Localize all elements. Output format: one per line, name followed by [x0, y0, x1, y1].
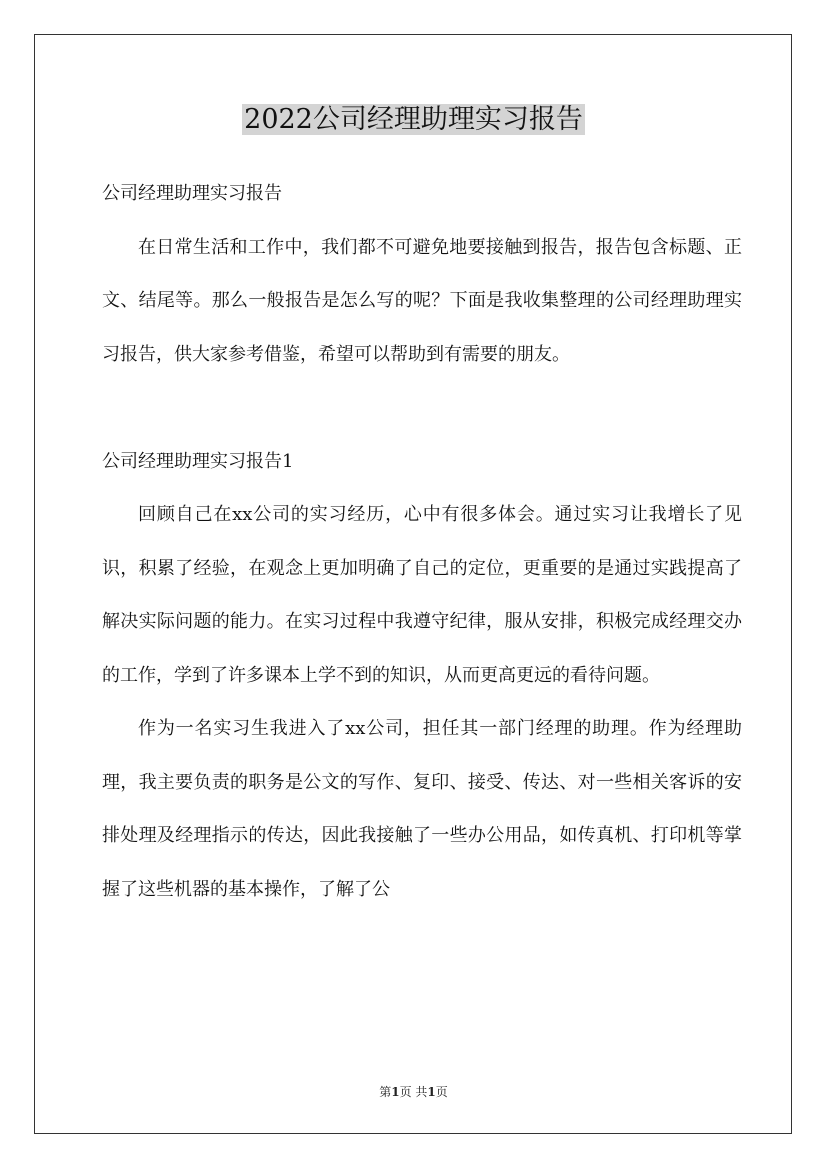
paragraph-spacer: [102, 381, 742, 435]
page-label-suffix: 页: [435, 1085, 448, 1099]
section1-paragraph-2: 作为一名实习生我进入了xx公司，担任其一部门经理的助理。作为经理助理，我主要负责的职务是公文的写作、复印、接受、传达、对一些相关客诉的安排处理及经理指示的传达，因此我接触了一些办公用品，如传真机、打印机等掌握了这些机器的基本操作，了解了公: [102, 718, 742, 900]
page-current-number: 1: [391, 1085, 400, 1099]
intro-paragraph: 在日常生活和工作中，我们都不可避免地要接触到报告，报告包含标题、正文、结尾等。那么一般报告是怎么写的呢？下面是我收集整理的公司经理助理实习报告，供大家参考借鉴，希望可以帮助到有需要的朋友。: [102, 236, 742, 365]
document-title: [0, 100, 827, 140]
document-body: [102, 167, 742, 916]
page-footer: [0, 1084, 827, 1100]
document-subtitle: 公司经理助理实习报告: [102, 183, 282, 204]
section-heading-1: 公司经理助理实习报告1: [102, 450, 294, 472]
page-label-mid: 页 共: [399, 1085, 428, 1099]
section1-paragraph-1: 回顾自己在xx公司的实习经历，心中有很多体会。通过实习让我增长了见识，积累了经验，在观念上更加明确了自己的定位，更重要的是通过实践提高了解决实际问题的能力。在实习过程中我遵守纪律，服从安排，积极完成经理交办的工作，学到了许多课本上学不到的知识，从而更高更远的看待问题。: [102, 504, 742, 686]
page-total-number: 1: [427, 1085, 436, 1099]
page-label-prefix: 第: [379, 1085, 392, 1099]
document-title-text: 2022公司经理助理实习报告: [244, 104, 583, 135]
